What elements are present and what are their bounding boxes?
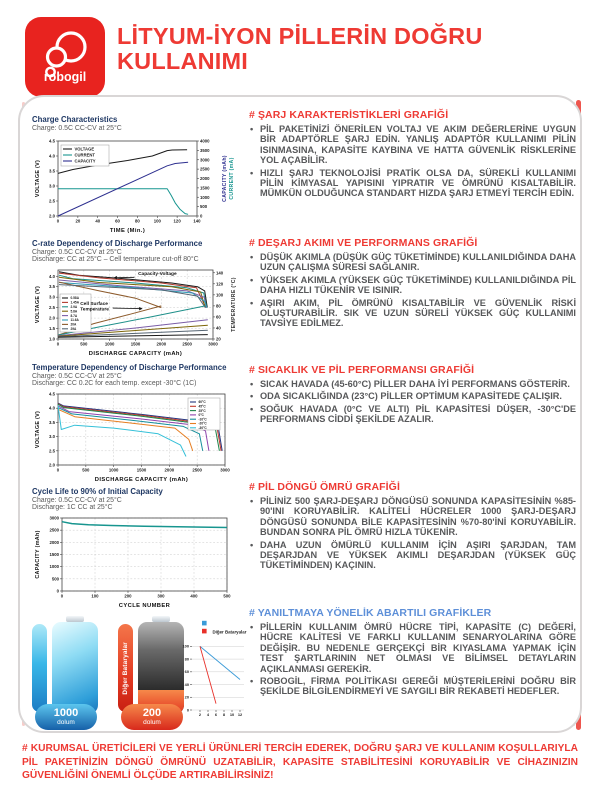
svg-text:300: 300 bbox=[157, 593, 165, 599]
chart-figure bbox=[32, 265, 239, 357]
charts-column bbox=[20, 97, 246, 611]
info-section-3 bbox=[249, 364, 576, 427]
svg-text:1.0: 1.0 bbox=[49, 336, 55, 342]
svg-text:3000: 3000 bbox=[200, 157, 210, 163]
svg-text:2500: 2500 bbox=[200, 166, 210, 172]
svg-text:3000: 3000 bbox=[208, 341, 218, 347]
svg-text:80: 80 bbox=[135, 218, 140, 224]
cycle-unit: dolum bbox=[57, 719, 75, 726]
svg-text:-30°C: -30°C bbox=[198, 425, 207, 430]
cycle-unit: dolum bbox=[143, 719, 161, 726]
svg-text:VOLTAGE: VOLTAGE bbox=[74, 146, 95, 152]
info-section-5 bbox=[249, 607, 576, 699]
svg-text:VOLTAGE (V): VOLTAGE (V) bbox=[35, 285, 41, 324]
svg-text:400: 400 bbox=[190, 593, 198, 599]
section-heading: # PİL DÖNGÜ ÖMRÜ GRAFİĞİ bbox=[249, 481, 400, 493]
chart-block-4 bbox=[20, 487, 246, 611]
svg-text:4.0: 4.0 bbox=[49, 153, 55, 159]
svg-text:2.9A: 2.9A bbox=[70, 304, 78, 309]
chart-subtitle: Charge: 0.5C CC-CV at 25°C bbox=[32, 497, 122, 504]
svg-text:1.5: 1.5 bbox=[49, 326, 55, 332]
svg-text:2.5: 2.5 bbox=[49, 448, 55, 454]
chart-title: Cycle Life to 90% of Initial Capacity bbox=[32, 487, 163, 496]
footer-note: # KURUMSAL ÜRETİCİLERİ VE YERLİ ÜRÜNLERİ TERCİH EDEREK, DOĞRU ŞARJ VE KULLANIM KOŞULLARIYLA PİL PAKETİNİZİN DÖNGÜ ÖMRÜNÜ UZATABİLİR, KAPASİTE STABİLİTESİNİ KORUYABİLİR VE CİHAZINIZIN GÜVENLİĞİNİ ÖNEMLİ ÖLÇÜDE ARTIRABİLİRSİNİZ! bbox=[22, 743, 578, 782]
svg-text:2000: 2000 bbox=[49, 539, 59, 545]
chart-subtitle: Discharge: CC at 25°C – Cell temperature cut-off 80°C bbox=[32, 256, 199, 263]
bullet-item: • AŞIRI AKIM, PİL ÖMRÜNÜ KISALTABİLİR VE GÜVENLİK RİSKİ OLUŞTURABİLİR. SIK VE UZUN SÜRELİ YÜKSEK GÜÇ KULLANIMI TAVSİYE EDİLMEZ. bbox=[249, 298, 576, 329]
info-section-2 bbox=[249, 237, 576, 331]
svg-text:120: 120 bbox=[173, 218, 181, 224]
svg-text:100: 100 bbox=[153, 218, 161, 224]
svg-text:2: 2 bbox=[198, 711, 202, 717]
section-heading: # ŞARJ KARAKTERİSTİKLERİ GRAFİĞİ bbox=[249, 109, 449, 121]
svg-text:2.0: 2.0 bbox=[49, 213, 55, 219]
chart-title: Charge Characteristics bbox=[32, 115, 118, 124]
svg-text:10: 10 bbox=[229, 711, 235, 717]
svg-text:20: 20 bbox=[75, 218, 81, 224]
section-heading: # YANILTMAYA YÖNELİK ABARTILI GRAFİKLER bbox=[249, 607, 492, 619]
svg-text:1000: 1000 bbox=[104, 341, 115, 347]
svg-text:3500: 3500 bbox=[200, 147, 210, 153]
section-bullets bbox=[249, 622, 576, 697]
svg-text:CAPACITY: CAPACITY bbox=[74, 158, 96, 164]
svg-text:29A: 29A bbox=[70, 326, 77, 331]
text-column bbox=[249, 97, 576, 731]
svg-text:60: 60 bbox=[115, 218, 120, 224]
other-batteries-label: Diğer Bataryalar bbox=[122, 641, 129, 695]
svg-text:4.0: 4.0 bbox=[49, 405, 55, 411]
svg-text:VOLTAGE (V): VOLTAGE (V) bbox=[35, 410, 41, 449]
svg-text:0: 0 bbox=[56, 218, 60, 224]
svg-text:Cell Surface: Cell Surface bbox=[80, 302, 108, 308]
svg-text:TEMPERATURE (°C): TEMPERATURE (°C) bbox=[231, 277, 237, 332]
svg-text:CAPACITY (mAh): CAPACITY (mAh) bbox=[35, 530, 41, 579]
svg-text:4.5: 4.5 bbox=[49, 138, 55, 144]
svg-text:20: 20 bbox=[216, 336, 221, 342]
svg-text:DISCHARGE CAPACITY (mAh): DISCHARGE CAPACITY (mAh) bbox=[94, 477, 189, 483]
section-bullets bbox=[249, 379, 576, 425]
info-section-1 bbox=[249, 109, 576, 201]
svg-text:12: 12 bbox=[237, 711, 243, 717]
svg-text:40: 40 bbox=[216, 325, 221, 331]
svg-text:80: 80 bbox=[184, 656, 189, 662]
svg-text:4.0: 4.0 bbox=[49, 273, 55, 279]
svg-text:4: 4 bbox=[206, 711, 210, 717]
svg-text:3000: 3000 bbox=[220, 467, 230, 473]
svg-text:2000: 2000 bbox=[156, 341, 167, 347]
svg-text:Temperature: Temperature bbox=[80, 307, 109, 313]
svg-text:2500: 2500 bbox=[192, 467, 202, 473]
svg-text:100: 100 bbox=[216, 292, 224, 298]
svg-text:100: 100 bbox=[91, 593, 99, 599]
svg-text:100: 100 bbox=[182, 643, 189, 649]
svg-text:140: 140 bbox=[216, 270, 224, 276]
svg-text:3.5: 3.5 bbox=[49, 419, 55, 425]
svg-text:2.5: 2.5 bbox=[49, 198, 55, 204]
blue-capacity-bar bbox=[32, 624, 47, 712]
svg-text:20: 20 bbox=[184, 694, 189, 700]
svg-text:2.5: 2.5 bbox=[49, 305, 55, 311]
svg-text:1500: 1500 bbox=[130, 341, 141, 347]
chart-block-3 bbox=[20, 363, 246, 487]
svg-text:5.8A: 5.8A bbox=[70, 309, 78, 314]
svg-text:3.5: 3.5 bbox=[49, 168, 55, 174]
svg-text:500: 500 bbox=[82, 467, 90, 473]
svg-text:0: 0 bbox=[60, 593, 64, 599]
chart-block-1 bbox=[20, 115, 246, 239]
svg-text:2000: 2000 bbox=[200, 176, 210, 182]
svg-text:500: 500 bbox=[51, 576, 59, 582]
svg-text:1500: 1500 bbox=[200, 185, 210, 191]
logo-wordmark: robogil bbox=[43, 70, 87, 84]
chart-figure bbox=[32, 134, 237, 234]
svg-text:0: 0 bbox=[56, 467, 60, 473]
svg-text:-20°C: -20°C bbox=[198, 421, 207, 426]
svg-text:CAPACITY (mAh): CAPACITY (mAh) bbox=[222, 155, 228, 202]
svg-text:VOLTAGE (V): VOLTAGE (V) bbox=[35, 159, 41, 198]
bad-cycles-badge bbox=[121, 704, 183, 730]
svg-text:11.6A: 11.6A bbox=[70, 318, 79, 323]
svg-text:20A: 20A bbox=[70, 322, 77, 327]
red-capacity-bar bbox=[118, 624, 133, 712]
svg-text:500: 500 bbox=[200, 204, 208, 210]
svg-text:3.0: 3.0 bbox=[49, 434, 55, 440]
capacity-decline-chart bbox=[178, 616, 248, 724]
svg-text:CYCLE NUMBER: CYCLE NUMBER bbox=[118, 603, 171, 609]
content-card bbox=[18, 95, 582, 733]
chart-subtitle: Charge: 0.5C CC-CV at 25°C bbox=[32, 125, 122, 132]
svg-text:80: 80 bbox=[216, 303, 221, 309]
chart-subtitle: Charge: 0.5C CC-CV at 25°C bbox=[32, 249, 122, 256]
good-cycles-badge bbox=[35, 704, 97, 730]
svg-text:1500: 1500 bbox=[49, 552, 59, 558]
bullet-item: • HIZLI ŞARJ TEKNOLOJİSİ PRATİK OLSA DA, SÜREKLİ KULLANIMI PİLİN KİMYASAL YAPISINI YIPRATIR VE ÖMRÜNÜ KISALTABİLİR. MÜMKÜN OLDUĞUNCA STANDART HIZDA ŞARJ ETMEYİ TERCİH EDİN. bbox=[249, 168, 576, 199]
section-bullets bbox=[249, 496, 576, 571]
svg-text:3000: 3000 bbox=[49, 515, 59, 521]
svg-text:2.0: 2.0 bbox=[49, 315, 55, 321]
bullet-item: • PİLİNİZ 500 ŞARJ-DEŞARJ DÖNGÜSÜ SONUNDA KAPASİTESİNİN %85-90'INI KORUYABİLİR. KALİTELİ HÜCRELER 1000 ŞARJ-DEŞARJ DÖNGÜSÜ SONUNDA BİLE KAPASİTESİNİN %70-80'İNİ KORUYABİLİR. BUNDAN SONRA PİL ÖMRÜ HIZLA TÜKENİR. bbox=[249, 496, 576, 538]
svg-text:2500: 2500 bbox=[182, 341, 192, 347]
robogil-logo bbox=[25, 17, 105, 97]
info-section-4 bbox=[249, 481, 576, 573]
svg-text:60°C: 60°C bbox=[198, 400, 206, 405]
svg-text:40: 40 bbox=[184, 681, 189, 687]
cycle-count: 200 bbox=[142, 707, 162, 719]
chart-subtitle: Discharge: CC 0.2C for each temp. except -30°C (1C) bbox=[32, 380, 197, 387]
chart-block-2 bbox=[20, 239, 246, 363]
section-heading: # DEŞARJ AKIMI VE PERFORMANS GRAFİĞİ bbox=[249, 237, 478, 249]
battery-body-full bbox=[52, 622, 98, 714]
svg-text:8.7A: 8.7A bbox=[70, 313, 78, 318]
svg-text:4.5: 4.5 bbox=[49, 391, 55, 397]
chart-figure bbox=[32, 513, 237, 609]
battery-comparison-graphic bbox=[32, 616, 247, 730]
svg-text:0: 0 bbox=[56, 341, 60, 347]
svg-text:CURRENT: CURRENT bbox=[74, 152, 95, 158]
section-heading: # SICAKLIK VE PİL PERFORMANSI GRAFİĞİ bbox=[249, 364, 475, 376]
svg-text:Capacity-Voltage: Capacity-Voltage bbox=[138, 272, 177, 278]
svg-text:2500: 2500 bbox=[49, 527, 59, 533]
svg-text:45°C: 45°C bbox=[198, 404, 206, 409]
svg-text:25°C: 25°C bbox=[198, 408, 206, 413]
svg-text:1.45A: 1.45A bbox=[70, 300, 80, 305]
svg-text:0°C: 0°C bbox=[198, 413, 204, 418]
bullet-item: • ODA SICAKLIĞINDA (23°C) PİLLER OPTİMUM KAPASİTEDE ÇALIŞIR. bbox=[249, 391, 576, 401]
svg-text:0: 0 bbox=[186, 707, 189, 713]
svg-text:500: 500 bbox=[223, 593, 231, 599]
svg-text:200: 200 bbox=[124, 593, 132, 599]
bullet-item: • PİLLERİN KULLANIM ÖMRÜ HÜCRE TİPİ, KAPASİTE (C) DEĞERİ, HÜCRE KALİTESİ VE FARKLI KULLANIM SENARYOLARINA GÖRE DEĞİŞİR. BU NEDENLE GERÇEKÇİ BİR KIYASLAMA YAPMAK İÇİN TEST ŞARTLARININ NET OLMASI VE BİLİMSEL DETAYLARIN AÇIKLANMASI GEREKİR. bbox=[249, 622, 576, 674]
svg-text:60: 60 bbox=[184, 669, 189, 675]
page-title: LİTYUM-İYON PİLLERİN DOĞRU KULLANIMI bbox=[117, 23, 483, 74]
svg-text:0.58A: 0.58A bbox=[70, 296, 80, 301]
svg-text:3.0: 3.0 bbox=[49, 183, 55, 189]
robogil-logo-icon bbox=[25, 17, 105, 97]
chart-title: Temperature Dependency of Discharge Performance bbox=[32, 363, 227, 372]
bullet-item: • SOĞUK HAVADA (0°C VE ALTI) PİL KAPASİTESİ DÜŞER, -30°C'DE PERFORMANS CİDDİ ŞEKİLDE AZALIR. bbox=[249, 404, 576, 425]
svg-text:1500: 1500 bbox=[136, 467, 147, 473]
svg-text:0: 0 bbox=[200, 213, 203, 219]
svg-text:DISCHARGE CAPACITY (mAh): DISCHARGE CAPACITY (mAh) bbox=[88, 351, 183, 357]
svg-text:1000: 1000 bbox=[200, 194, 210, 200]
bullet-item: • DÜŞÜK AKIMLA (DÜŞÜK GÜÇ TÜKETİMİNDE) KULLANILDIĞINDA DAHA UZUN ÇALIŞMA SÜRESİ SAĞLANIR. bbox=[249, 252, 576, 273]
svg-text:6: 6 bbox=[214, 711, 218, 717]
chart-subtitle: Charge: 0.5C CC-CV at 25°C bbox=[32, 373, 122, 380]
svg-text:Diğer Bataryalar: Diğer Bataryalar bbox=[212, 629, 247, 635]
bullet-item: • ROBOGİL, FİRMA POLİTİKASI GEREĞİ MÜŞTERİLERİNİ DOĞRU BİR ŞEKİLDE BİLGİLENDİRMEYİ VE SAYGILI BİR REKABETİ HEDEFLER. bbox=[249, 676, 576, 697]
svg-text:3.5: 3.5 bbox=[49, 284, 55, 290]
svg-text:140: 140 bbox=[193, 218, 201, 224]
bullet-item: • SICAK HAVADA (45-60°C) PİLLER DAHA İYİ PERFORMANS GÖSTERİR. bbox=[249, 379, 576, 389]
svg-text:2.0: 2.0 bbox=[49, 462, 55, 468]
svg-text:60: 60 bbox=[216, 314, 221, 320]
chart-title: C-rate Dependency of Discharge Performance bbox=[32, 239, 203, 248]
svg-text:TIME (Min.): TIME (Min.) bbox=[109, 228, 146, 234]
svg-text:8: 8 bbox=[222, 711, 226, 717]
svg-text:3.0: 3.0 bbox=[49, 294, 55, 300]
svg-text:120: 120 bbox=[216, 281, 224, 287]
bullet-item: • PİL PAKETİNİZİ ÖNERİLEN VOLTAJ VE AKIM DEĞERLERİNE UYGUN BİR ADAPTÖRLE ŞARJ EDİN. YANLIŞ ADAPTÖR KULLANIMI PİLİN ISINMASINA, KAPASİTE KAYBINA VE HATTA GÜVENLİK RİSKLERİNE YOL AÇABİLİR. bbox=[249, 124, 576, 166]
section-bullets bbox=[249, 124, 576, 199]
chart-figure bbox=[32, 389, 237, 483]
chart-subtitle: Discharge: 1C CC at 25°C bbox=[32, 504, 113, 511]
svg-text:-10°C: -10°C bbox=[198, 417, 207, 422]
svg-text:1000: 1000 bbox=[108, 467, 119, 473]
svg-text:0: 0 bbox=[56, 588, 59, 594]
svg-text:1000: 1000 bbox=[49, 564, 59, 570]
section-bullets bbox=[249, 252, 576, 329]
bullet-item: • YÜKSEK AKIMLA (YÜKSEK GÜÇ TÜKETİMİNDE) KULLANILDIĞINDA PİL DAHA HIZLI TÜKENİR VE ISINIR. bbox=[249, 275, 576, 296]
svg-text:2000: 2000 bbox=[164, 467, 175, 473]
good-battery-group bbox=[32, 616, 112, 730]
svg-text:CURRENT (mA): CURRENT (mA) bbox=[229, 157, 235, 200]
svg-text:40: 40 bbox=[95, 218, 101, 224]
svg-text:4000: 4000 bbox=[200, 138, 210, 144]
blue-battery bbox=[52, 616, 98, 714]
cycle-count: 1000 bbox=[53, 707, 79, 719]
bullet-item: • DAHA UZUN ÖMÜRLÜ KULLANIM İÇİN AŞIRI ŞARJDAN, TAM DEŞARJDAN VE YÜKSEK AKIMLI DEŞARJDAN (YÜKSEK GÜÇ TÜKETİMİNDEN) KAÇININ. bbox=[249, 540, 576, 571]
svg-text:500: 500 bbox=[80, 341, 88, 347]
